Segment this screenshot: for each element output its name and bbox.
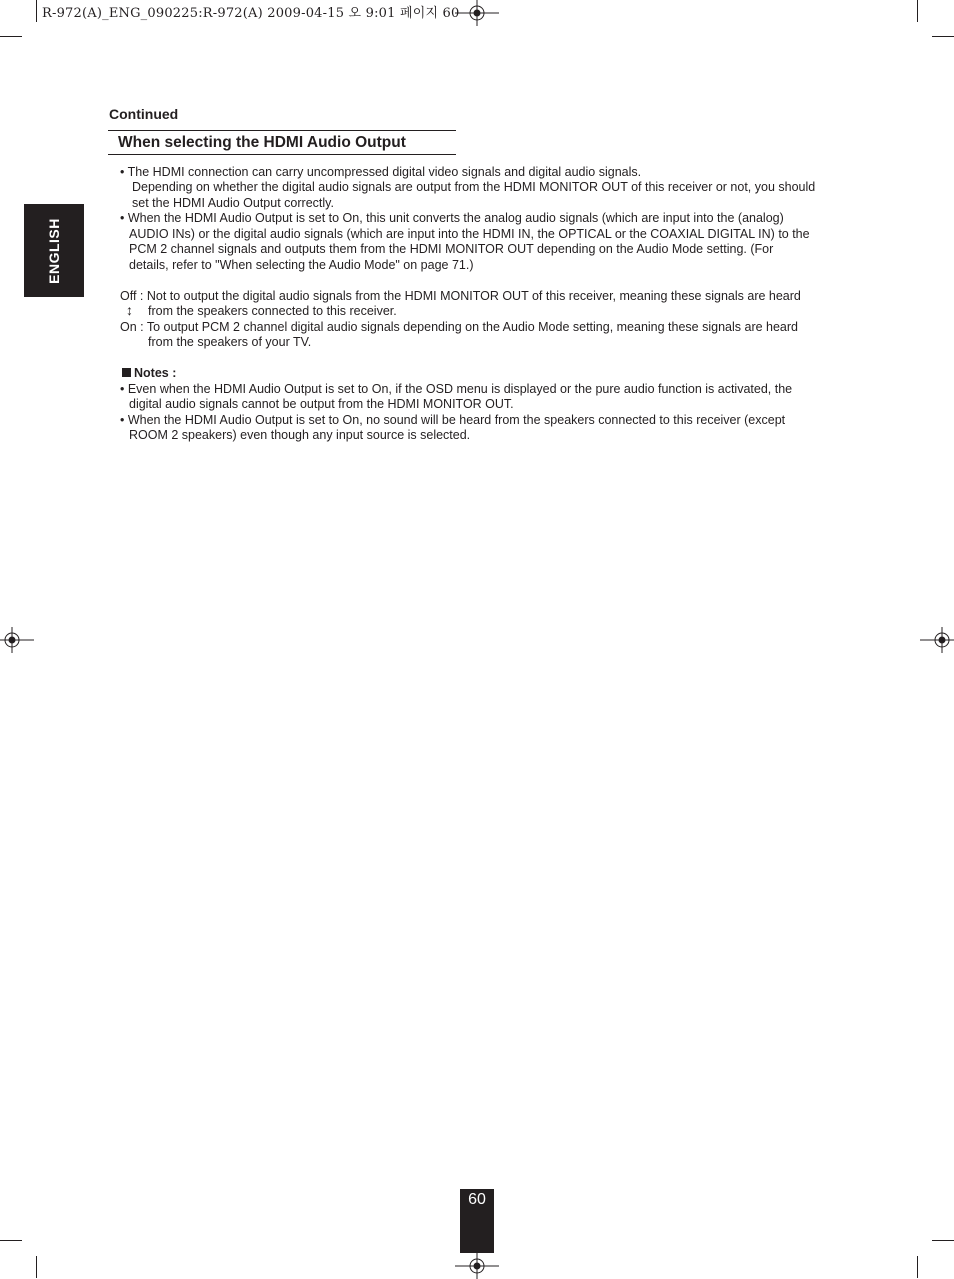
registration-mark-icon <box>0 627 34 653</box>
print-header: R-972(A)_ENG_090225:R-972(A) 2009-04-15 오 9:01 페이지 60 <box>42 6 460 21</box>
note-line: ROOM 2 speakers) even though any input source is selected. <box>129 428 471 442</box>
registration-mark-icon <box>455 1253 499 1279</box>
bullet-line: • The HDMI connection can carry uncompressed digital video signals and digital audio signals. <box>120 165 642 179</box>
bullet-line: set the HDMI Audio Output correctly. <box>132 196 334 210</box>
section-heading <box>108 130 456 155</box>
note-line: • When the HDMI Audio Output is set to On, no sound will be heard from the speakers connected to this receiver (except <box>120 413 786 427</box>
option-on-detail: from the speakers of your TV. <box>148 335 312 349</box>
crop-mark <box>36 1256 37 1278</box>
bullet-line: details, refer to "When selecting the Audio Mode" on page 71.) <box>129 258 474 272</box>
page-number-box <box>460 1189 494 1253</box>
crop-mark <box>36 0 37 22</box>
notes-heading <box>122 366 176 382</box>
continued-label: Continued <box>109 106 179 122</box>
bullet-line: • When the HDMI Audio Output is set to On, this unit converts the analog audio signals (which are input into the (analog) <box>120 211 784 225</box>
page-number: 60 <box>468 1191 486 1208</box>
toggle-arrow-icon: ↕ <box>126 302 133 318</box>
language-tab-label: ENGLISH <box>46 217 62 284</box>
notes-heading-label: Notes : <box>134 366 177 380</box>
option-off: Off : Not to output the digital audio signals from the HDMI MONITOR OUT of this receiver, meaning these signals are heard <box>120 289 801 303</box>
option-off-detail: from the speakers connected to this receiver. <box>148 304 397 318</box>
section-title: When selecting the HDMI Audio Output <box>118 134 406 151</box>
option-on: On : To output PCM 2 channel digital audio signals depending on the Audio Mode setting, meaning these signals are heard <box>120 320 799 334</box>
crop-mark <box>917 0 918 22</box>
bullet-line: PCM 2 channel signals and outputs them from the HDMI MONITOR OUT depending on the Audio Mode setting. (For <box>129 242 774 256</box>
bullet-line: Depending on whether the digital audio signals are output from the HDMI MONITOR OUT of this receiver or not, you should <box>132 180 816 194</box>
crop-mark <box>0 1240 22 1241</box>
note-line: digital audio signals cannot be output from the HDMI MONITOR OUT. <box>129 397 514 411</box>
crop-mark <box>0 36 22 37</box>
crop-mark <box>917 1256 918 1278</box>
language-tab <box>24 204 84 297</box>
registration-mark-icon <box>455 0 499 26</box>
bullet-line: AUDIO INs) or the digital audio signals (which are input into the HDMI IN, the OPTICAL or the COAXIAL DIGITAL IN) to the <box>129 227 810 241</box>
note-line: • Even when the HDMI Audio Output is set to On, if the OSD menu is displayed or the pure audio function is activated, the <box>120 382 793 396</box>
square-bullet-icon <box>122 368 131 377</box>
registration-mark-icon <box>920 627 954 653</box>
crop-mark <box>932 1240 954 1241</box>
crop-mark <box>932 36 954 37</box>
